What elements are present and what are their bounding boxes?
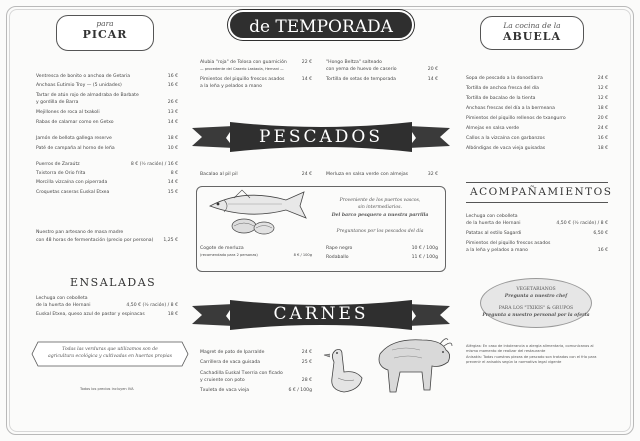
- menu-item: Pimientos del piquillo frescos asados 14 €: [200, 77, 312, 82]
- oval-line-3: PARA LOS "TXIKIS" & GRUPOS: [498, 306, 574, 311]
- pescados-box-line-2: sin intermediarios.: [358, 205, 402, 210]
- allergen-note-4: prevenir el anisakis según la normativa legal vigente: [466, 360, 562, 364]
- menu-item: y cruiente con poto 28 €: [200, 378, 312, 383]
- picar-list: [36, 74, 178, 204]
- menu-item: Morcilla vizcaína con piperrada 14 €: [36, 180, 178, 185]
- menu-item: Rodaballo 11 € / 100g: [326, 255, 438, 260]
- ensaladas-heading: ENSALADAS: [70, 276, 157, 289]
- menu-item: (recomendado para 2 personas) 8 € / 100g: [200, 253, 312, 257]
- allergen-note-3: Anisakis: Todas nuestras piezas de pescado son tratadas con el frío para: [466, 355, 597, 359]
- oval-line-1: VEGETARIANOS: [516, 287, 556, 292]
- menu-item: Tortilla de setas de temporada 14 €: [326, 77, 438, 82]
- menu-item: y gordilla de Barra 26 €: [36, 100, 178, 105]
- pescados-heading: PESCADOS: [259, 127, 383, 147]
- temporada-list-left: [200, 60, 312, 100]
- menu-item: Almejas en salsa verde 24 €: [466, 126, 608, 131]
- vegetarianos-oval: [480, 278, 592, 328]
- menu-item: con yema de huevo de caserío 20 €: [326, 67, 438, 72]
- menu-item: Anchoas Eutimio Troy — (5 unidades) 16 €: [36, 83, 178, 88]
- menu-item: Cogote de merluza: [200, 246, 244, 251]
- menu-item: Ventresca de bonito o anchoa de Getaria 16 €: [36, 74, 178, 79]
- abuela-list: [466, 76, 608, 158]
- menu-item: Magret de pato de Iparralde 24 €: [200, 350, 312, 355]
- menu-item: Albóndigas de vaca vieja guisadas 18 €: [466, 146, 608, 151]
- menu-item: Euskal Etxea, queso azul de pastor y espinacas 18 €: [36, 312, 178, 317]
- temporada-banner: de TEMPORADA: [228, 10, 414, 40]
- menu-item: Croquetas caseras Euskal Etxea 15 €: [36, 190, 178, 195]
- abuela-small: La cocina de la: [503, 21, 561, 30]
- acompanamientos-rule-top: [466, 182, 608, 183]
- menu-item: Tortilla de bacalao de la tienta 12 €: [466, 96, 608, 101]
- vat-note: Todos los precios incluyen IVA: [80, 387, 134, 391]
- menu-item: a la leña y pelados a mano: [200, 84, 262, 89]
- menu-item: de la huerta de Hernani 4,50 € (½ ración) / 8 €: [466, 221, 608, 226]
- pescados-box-line-3: Del barco pesquero a nuestra parrilla: [331, 213, 429, 218]
- menu-item: Bacalao al pil pil 24 €: [200, 172, 312, 177]
- pescados-box-line-1: Proveniente de los puertos vascos,: [339, 198, 421, 203]
- menu-item: Paté de campaña al horno de leña 10 €: [36, 146, 178, 151]
- oval-line-4: Pregunta a nuestro personal por la oferta: [482, 313, 590, 318]
- menu-item: Txistorra de Orio frita 8 €: [36, 171, 178, 176]
- pan-line-1: Nuestro pan artesano de masa madre: [36, 230, 124, 235]
- menu-item: Jamón de bellota gallega reserve 18 €: [36, 136, 178, 141]
- menu-item: Callos a la vizcaína con garbanzos 16 €: [466, 136, 608, 141]
- menu-item: Patatas al estilo Sagardi 6,50 €: [466, 231, 608, 236]
- acompanamientos-rule-bottom: [466, 202, 608, 203]
- menu-item: Txuleta de vaca vieja 6 € / 100g: [200, 388, 312, 393]
- menu-item: Pimientos del piquillo frescos asados: [466, 241, 551, 246]
- para-picar-plaque: [56, 15, 154, 51]
- menu-item: Carrillera de vaca guisada 25 €: [200, 360, 312, 365]
- carnes-list: [200, 350, 312, 400]
- menu-item: Cachadilla Euskal Txerria con ficado: [200, 371, 283, 376]
- carnes-heading: CARNES: [273, 304, 369, 324]
- menu-item: a la leña y pelados a mano 16 €: [466, 248, 608, 253]
- acompanamientos-heading: ACOMPAÑAMIENTOS: [470, 186, 613, 198]
- ensaladas-note-2: agricultura ecológica y cultivadas en huertas propias: [48, 354, 172, 359]
- para-picar-small: para: [96, 19, 114, 28]
- menu-item: Tartar de atún rojo de almadraba de Barbate: [36, 93, 139, 98]
- menu-item: Merluza en salsa verde con almejas 32 €: [326, 172, 438, 177]
- menu-item: Tortilla de anchoa fresca del día 12 €: [466, 86, 608, 91]
- duck-bull-illustration: [322, 324, 454, 404]
- menu-item: Lechuga con cebolleta: [36, 296, 88, 301]
- ensaladas-note-1: Todas las verduras que utilizamos son de: [62, 347, 158, 352]
- allergen-note-1: Alérgias: En caso de intolerancia o alergia alimentaria, comunícanos al: [466, 344, 594, 348]
- pan-line-2: con 48 horas de fermentación (precio por persona) 1,25 €: [36, 238, 178, 243]
- ensaladas-list: [36, 296, 178, 320]
- menu-item: — procedente del Caserío Lastaola, Hernani —: [200, 67, 284, 71]
- pescados-box-line-4: Preguntanos por los pescados del día: [336, 229, 424, 234]
- menu-item: Lechuga con cebolleta: [466, 214, 518, 219]
- menu-item: Puerros de Zaraútz 8 € (½ ración) / 16 €: [36, 162, 178, 167]
- menu-item: Rape negro 10 € / 100g: [326, 246, 438, 251]
- menu-item: Sopa de pescado a la donostiarra 24 €: [466, 76, 608, 81]
- acompanamientos-list: [466, 214, 608, 256]
- menu-item: Pimientos del piquillo rellenos de txangurro 20 €: [466, 116, 608, 121]
- temporada-list-right: [326, 60, 438, 90]
- menu-item: Mejillones de roca al txakoli 13 €: [36, 110, 178, 115]
- menu-item: "Hongo Beltza" salteado: [326, 60, 382, 65]
- allergen-note-2: mismo momento de realizar del restaurante: [466, 349, 546, 353]
- menu-item: Rabas de calamar como en Getxo 14 €: [36, 120, 178, 125]
- abuela-title: ABUELA: [502, 30, 562, 43]
- menu-item: de la huerta de Hernani 4,50 € (½ ración) / 8 €: [36, 303, 178, 308]
- menu-item: Anchoas frescas del día a la bermeana 18 €: [466, 106, 608, 111]
- menu-item: Alubia "roja" de Tolosa con guarnición 22 €: [200, 60, 312, 65]
- oval-line-2: Pregunta a nuestro chef: [504, 294, 568, 299]
- para-picar-title: PICAR: [82, 28, 128, 41]
- abuela-plaque: [480, 16, 584, 50]
